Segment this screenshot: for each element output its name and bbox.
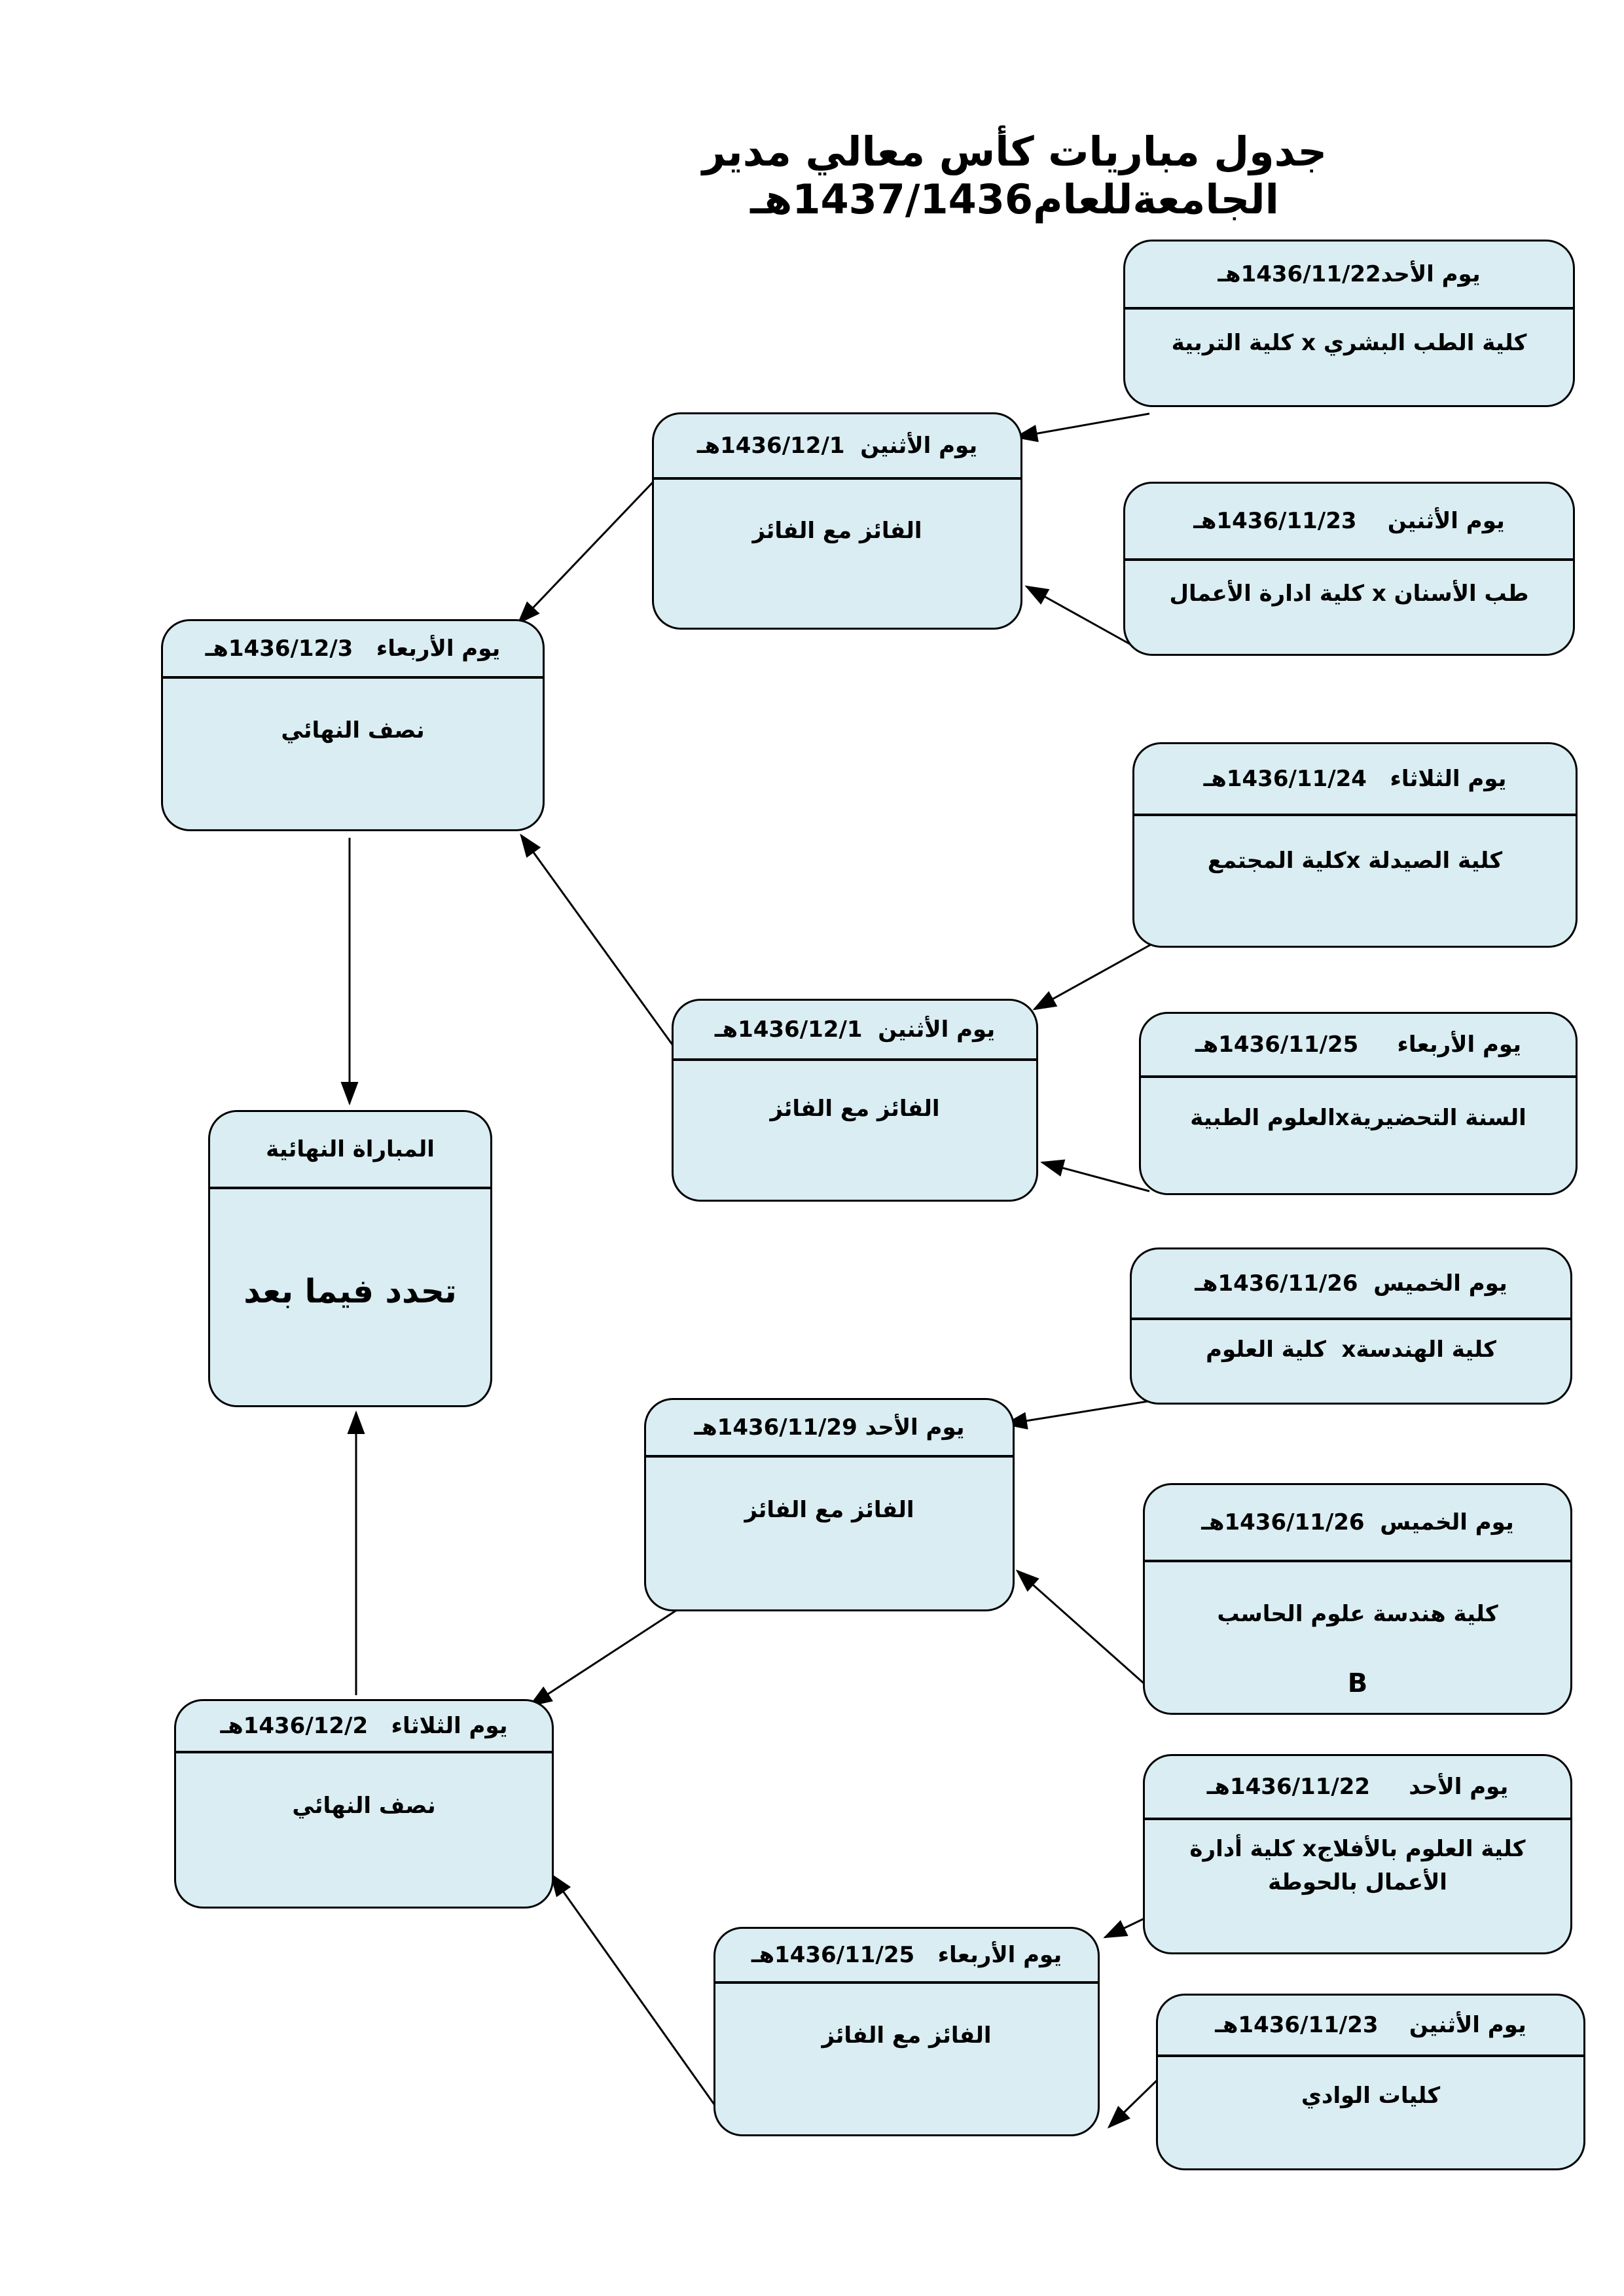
node-winner-sun-29-11 xyxy=(644,1398,1015,1611)
match-date-header: يوم الأثنين 1436/11/23هـ xyxy=(1215,2012,1526,2038)
connector-arrow-match-thu-26-11-a-to-winner-29-11 xyxy=(1005,1401,1152,1424)
match-teams-text: كليات الوادي xyxy=(1301,2083,1441,2109)
node-match-mon-23-11 xyxy=(1123,482,1575,656)
node-match-mon-23-11-b xyxy=(1156,1994,1585,2170)
match-date-header: يوم الأربعاء 1436/11/25هـ xyxy=(751,1942,1062,1968)
match-teams-text: الفائز مع الفائز xyxy=(744,1496,914,1523)
match-date-header: يوم الثلاثاء 1436/12/2هـ xyxy=(220,1713,508,1739)
match-date-header: يوم الثلاثاء 1436/11/24هـ xyxy=(1203,766,1507,792)
connector-arrow-winner-1-12-b-to-semifinal-1 xyxy=(521,835,674,1047)
match-teams-text: طب الأسنان x كلية ادارة الأعمال xyxy=(1169,580,1529,607)
node-match-tue-24-11 xyxy=(1132,742,1578,948)
node-match-thu-26-11-b xyxy=(1143,1483,1572,1715)
group-label: B xyxy=(1347,1668,1368,1698)
match-teams-text: كلية هندسة علوم الحاسب xyxy=(1217,1600,1498,1627)
node-match-wed-25-11 xyxy=(1139,1012,1578,1195)
connector-arrow-match-mon-23-11-b-to-winner-25-11 xyxy=(1109,2079,1159,2127)
node-final-match xyxy=(208,1110,492,1407)
node-semifinal-1-wed-3-12 xyxy=(161,619,545,831)
match-date-header: يوم الأربعاء 1436/12/3هـ xyxy=(205,636,501,662)
match-date-header: يوم الأربعاء 1436/11/25هـ xyxy=(1195,1031,1521,1058)
match-date-header: المباراة النهائية xyxy=(266,1136,435,1162)
match-teams-text: الفائز مع الفائز xyxy=(770,1096,940,1122)
connector-arrow-match-sun-22-11-to-winner-1-12-a xyxy=(1016,414,1149,437)
match-date-header: يوم الأثنين 1436/11/23هـ xyxy=(1193,508,1505,534)
match-teams-text: السنة التحضيريةxالعلوم الطبية xyxy=(1190,1105,1526,1131)
match-date-header: يوم الخميس 1436/11/26هـ xyxy=(1195,1270,1507,1297)
node-match-thu-26-11-a xyxy=(1130,1247,1572,1405)
connector-arrow-match-wed-25-11-to-winner-1-12-b xyxy=(1042,1162,1149,1191)
match-date-header: يوم الأثنين 1436/12/1هـ xyxy=(696,433,978,459)
match-teams-text: نصف النهائي xyxy=(292,1793,436,1819)
node-match-sun-22-11 xyxy=(1123,240,1575,407)
match-date-header: يوم الأثنين 1436/12/1هـ xyxy=(714,1016,996,1043)
match-teams-text: كلية الهندسةx كلية العلوم xyxy=(1206,1336,1496,1363)
connector-arrow-winner-1-12-a-to-semifinal-1 xyxy=(518,480,655,623)
connector-arrow-winner-25-11-to-semifinal-2 xyxy=(551,1874,733,2131)
match-teams-text: كلية الطب البشري x كلية التربية xyxy=(1171,330,1527,356)
match-teams-text: نصف النهائي xyxy=(281,717,425,744)
node-winner-mon-1-12-a xyxy=(652,412,1022,630)
connector-arrow-match-thu-26-11-b-to-winner-29-11 xyxy=(1017,1571,1147,1686)
match-date-header: يوم الخميس 1436/11/26هـ xyxy=(1201,1509,1514,1535)
match-teams-text: الفائز مع الفائز xyxy=(821,2022,992,2049)
match-teams-text: كلية العلوم بالأفلاجx كلية أدارة الأعمال بالحوطة xyxy=(1182,1836,1526,1895)
match-teams-text: تحدد فيما بعد xyxy=(244,1272,457,1310)
connector-arrow-match-tue-24-11-to-winner-1-12-b xyxy=(1034,942,1155,1009)
connector-arrow-winner-29-11-to-semifinal-2 xyxy=(530,1607,681,1706)
node-semifinal-2-tue-2-12 xyxy=(174,1699,554,1909)
match-date-header: يوم الأحد 1436/11/29هـ xyxy=(694,1414,965,1441)
match-teams-text: الفائز مع الفائز xyxy=(752,517,922,544)
match-date-header: يوم الأحد1436/11/22هـ xyxy=(1218,261,1481,287)
node-winner-mon-1-12-b xyxy=(672,999,1038,1202)
node-match-sun-22-11-b xyxy=(1143,1754,1572,1954)
match-date-header: يوم الأحد 1436/11/22هـ xyxy=(1206,1774,1509,1800)
node-winner-wed-25-11 xyxy=(713,1927,1100,2136)
match-teams-text: كلية الصيدلة xكلية المجتمع xyxy=(1207,848,1503,874)
page-title: جدول مباريات كأس معالي مدير الجامعةللعام1437/1436هـ xyxy=(688,128,1327,223)
